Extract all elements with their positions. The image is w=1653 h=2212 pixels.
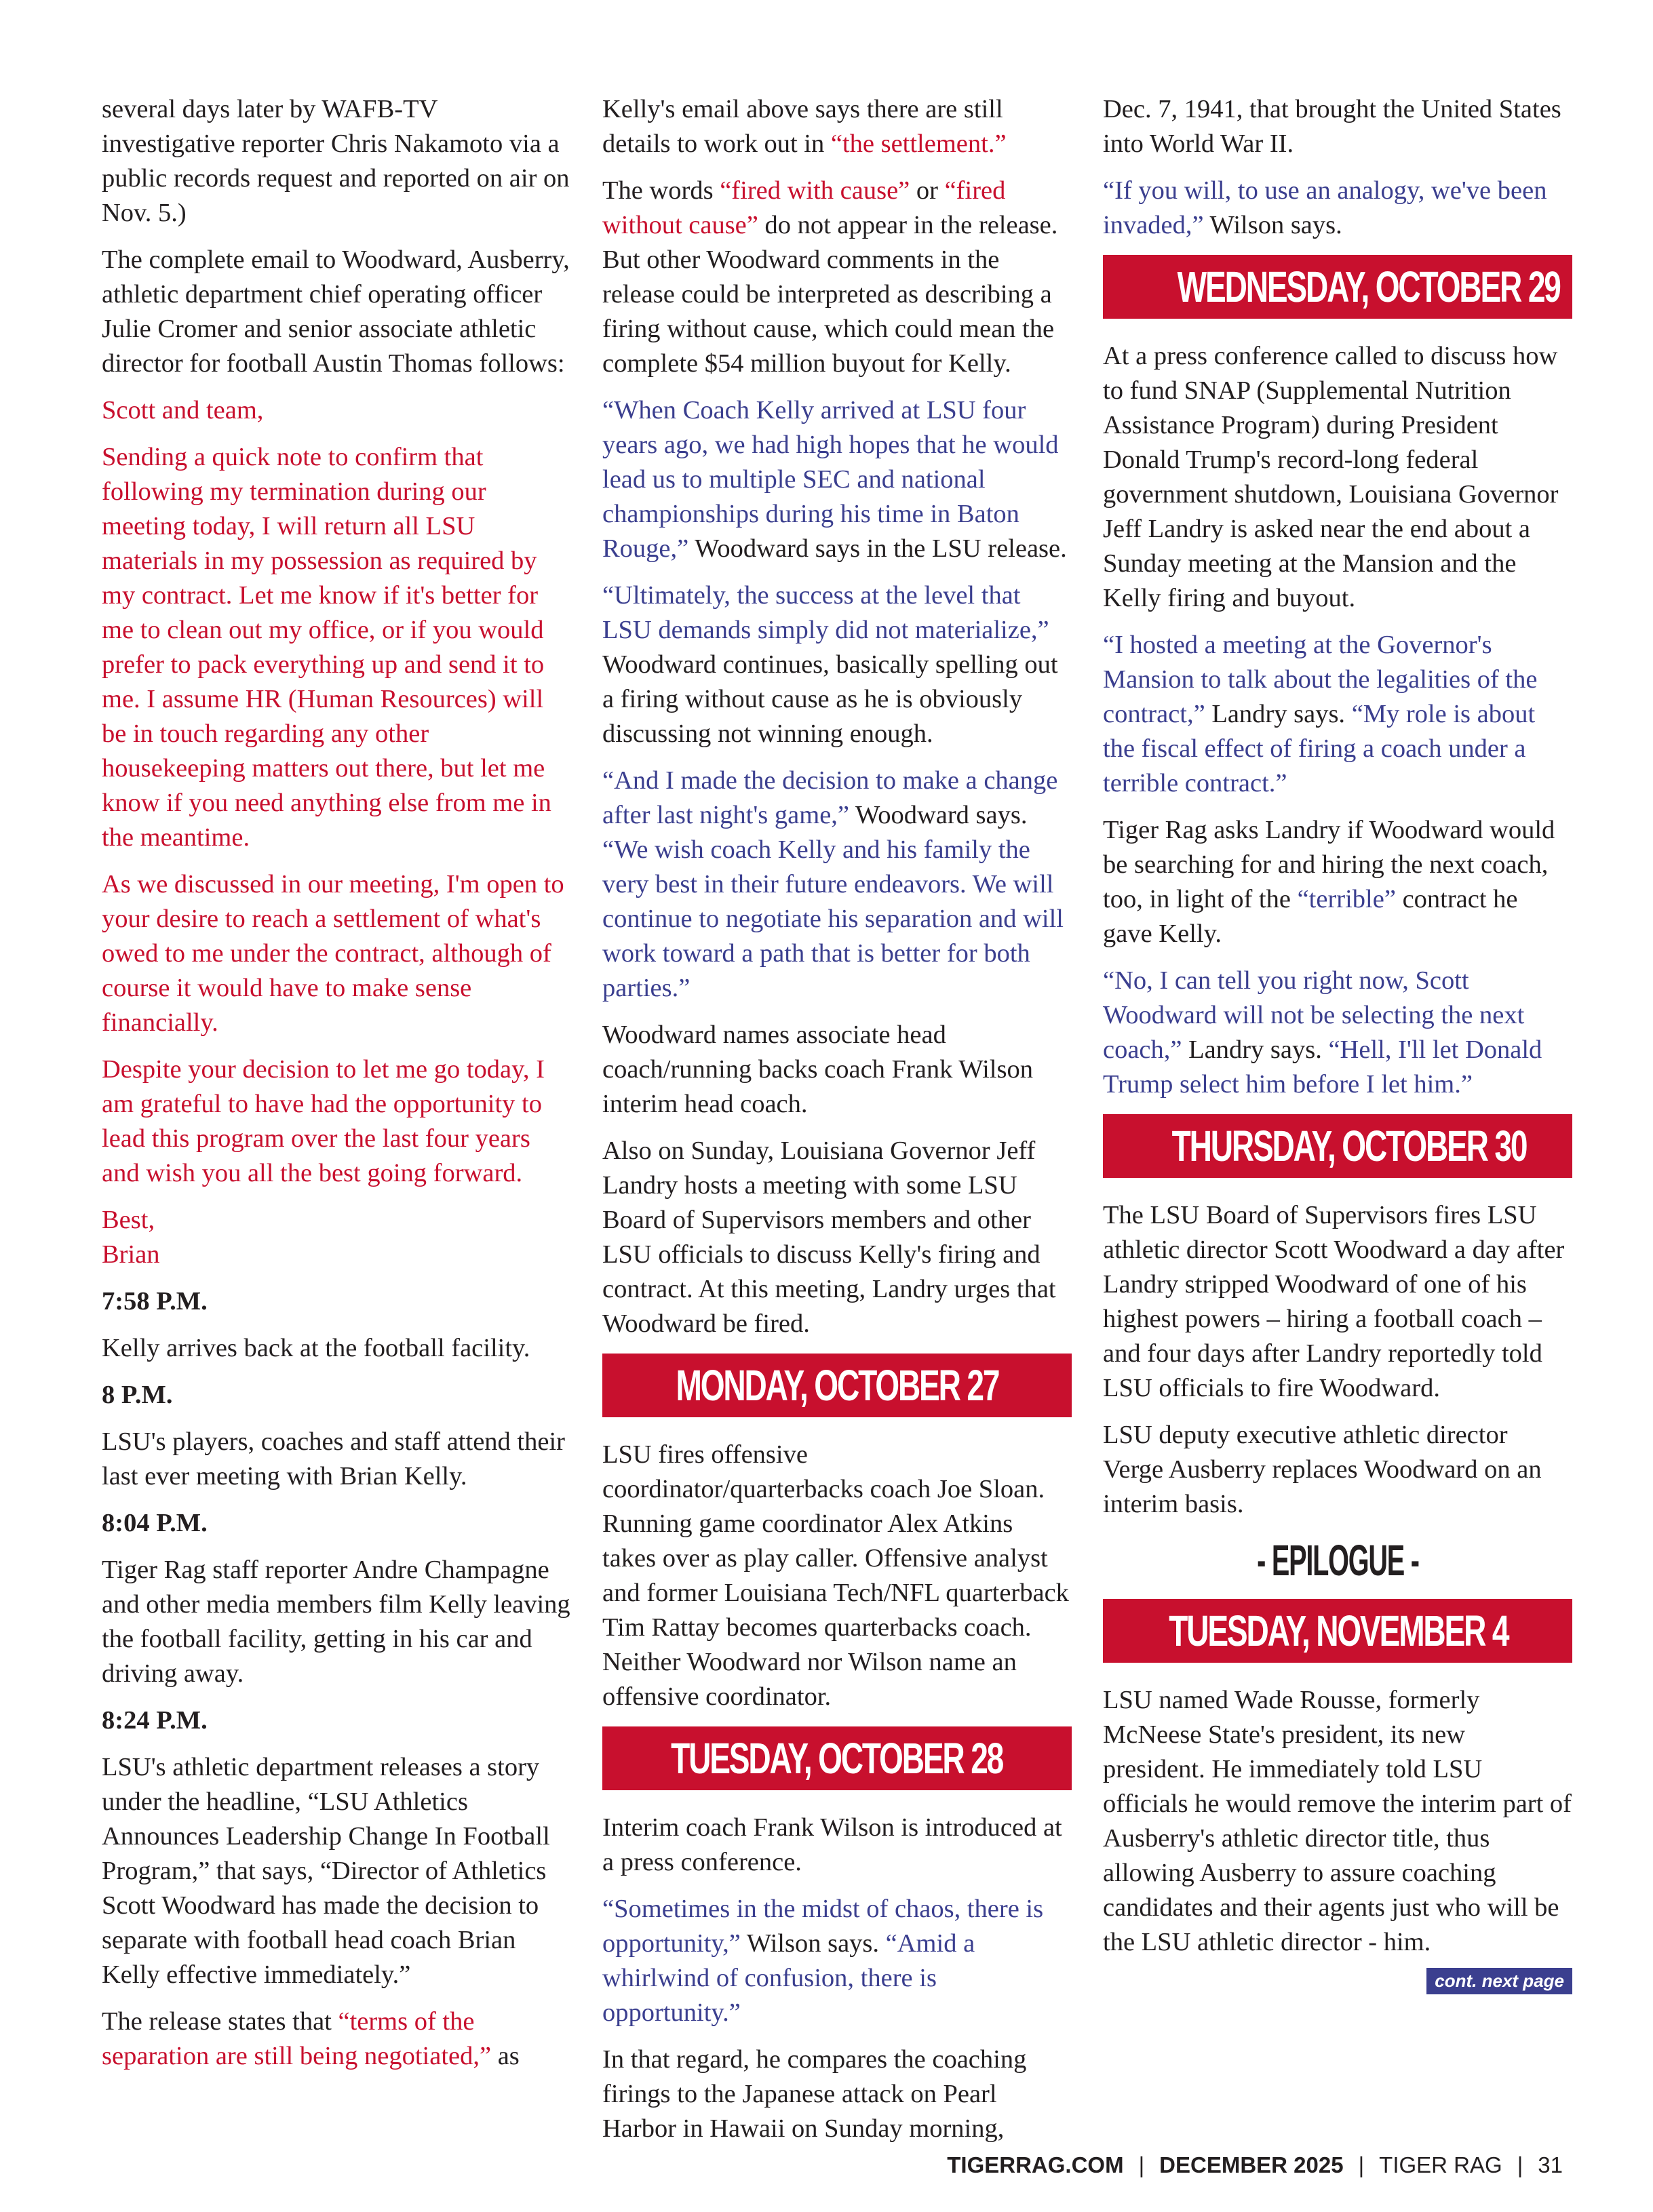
quote-run: “Sometimes in the midst of chaos, there is opportunity,” [602, 1895, 1044, 1958]
footer-divider: | [1358, 2152, 1365, 2177]
paragraph [602, 393, 1072, 566]
quote-run: “terms of the separation are still being negotiated,” [102, 2007, 492, 2070]
text-run: The words [602, 176, 720, 205]
paragraph [1103, 813, 1572, 951]
paragraph: LSU deputy executive athletic director Verge Ausberry replaces Woodward on an interim basis. [1103, 1421, 1542, 1518]
text-run: Landry says. [1182, 1035, 1329, 1064]
quote-run: “Hell, I'll let Donald Trump select him before I let him.” [1103, 1035, 1542, 1099]
paragraph: LSU named Wade Rousse, formerly McNeese State's president, its new president. He immediately told LSU officials he would remove the interim part of Ausberry's athletic director title, thus allowing Ausberry to assure coaching candidates and their agents just who will be the LSU athletic director - him. [1103, 1686, 1572, 1956]
text-run: Wilson says. [740, 1929, 886, 1958]
column-3 [1103, 92, 1572, 1994]
paragraph: At a press conference called to discuss how to fund SNAP (Supplemental Nutrition Assistance Program) during President Donald Trump's record-long federal government shutdown, Louisiana Governor Jeff Landry is asked near the end about a Sunday meeting at the Mansion and the Kelly firing and buyout. [1103, 342, 1559, 612]
text-run: Woodward continues, basically spelling out a firing without cause as he is obviously discussing not winning enough. [602, 650, 1058, 748]
epilogue-text: - EPILOGUE - [1256, 1536, 1419, 1585]
text-run: or [910, 176, 945, 205]
quote-run: “No, I can tell you right now, Scott Woodward will not be selecting the next coach,” [1103, 966, 1525, 1064]
paragraph: Interim coach Frank Wilson is introduced at a press conference. [602, 1813, 1062, 1876]
continued-badge[interactable]: cont. next page [1426, 1968, 1572, 1994]
paragraph [1103, 174, 1572, 243]
section-header-wednesday [1103, 255, 1572, 319]
section-header-text: THURSDAY, OCTOBER 30 [1171, 1122, 1527, 1170]
text-run: Landry says. [1205, 700, 1352, 728]
paragraph: Tiger Rag staff reporter Andre Champagne and other media members film Kelly leaving the football facility, getting in his car and driving away. [102, 1556, 570, 1688]
timestamp: 8:24 P.M. [102, 1706, 208, 1735]
text-run: as [491, 2042, 520, 2070]
section-header-monday [602, 1354, 1072, 1417]
paragraph: several days later by WAFB-TV investigative reporter Chris Nakamoto via a public records request and reported on air on Nov. 5.) [102, 95, 570, 227]
paragraph: Woodward names associate head coach/running backs coach Frank Wilson interim head coach. [602, 1021, 1033, 1118]
footer-site[interactable]: TIGERRAG.COM [947, 2152, 1124, 2177]
quote-run: “When Coach Kelly arrived at LSU four years ago, we had high hopes that he would lead us to multiple SEC and national championships during his time in Baton Rouge,” [602, 396, 1059, 563]
column-2 [602, 92, 1072, 2158]
quote-run: “I hosted a meeting at the Governor's Mansion to talk about the legalities of the contract,” [1103, 631, 1538, 728]
footer-publication: TIGER RAG [1379, 2152, 1502, 2177]
paragraph [1103, 964, 1572, 1102]
paragraph: LSU fires offensive coordinator/quarterbacks coach Joe Sloan. Running game coordinator Alex Atkins takes over as play caller. Offensive analyst and former Louisiana Tech/NFL quarterback Tim Rattay becomes quarterbacks coach. Neither Woodward nor Wilson name an offensive coordinator. [602, 1440, 1069, 1711]
signoff-text: Best, [102, 1206, 155, 1234]
text-run: Wilson says. [1203, 211, 1342, 239]
section-header-text: WEDNESDAY, OCTOBER 29 [1177, 262, 1560, 311]
quote-run: “fired without cause” [602, 176, 1006, 239]
text-run: The release states that [102, 2007, 338, 2036]
section-header-tuesday-nov [1103, 1599, 1572, 1663]
quote-run: “Ultimately, the success at the level that LSU demands simply did not materialize,” [602, 581, 1049, 644]
quote-run: “fired with cause” [720, 176, 910, 205]
quote-run: “And I made the decision to make a change after last night's game,” [602, 766, 1058, 829]
quote-run: “My role is about the fiscal effect of firing a coach under a terrible contract.” [1103, 700, 1536, 797]
quote-run: “Amid a whirlwind of confusion, there is opportunity.” [602, 1929, 975, 2027]
timestamp: 8:04 P.M. [102, 1509, 208, 1537]
continued-badge-wrap [1103, 1968, 1572, 1994]
signoff-name: Brian [102, 1240, 160, 1269]
email-paragraph: Sending a quick note to confirm that following my termination during our meeting today, I will return all LSU materials in my possession as required by my contract. Let me know if it's better for me to clean out my office, or if you would prefer to pack everything up and send it to me. I assume HR (Human Resources) will be in touch regarding any other housekeeping matters out there, but let me know if you need anything else from me in the meantime. [102, 443, 551, 852]
text-run: Woodward says in the LSU release. [688, 534, 1067, 563]
paragraph: Also on Sunday, Louisiana Governor Jeff Landry hosts a meeting with some LSU Board of Supervisors members and other LSU officials to discuss Kelly's firing and contract. At this meeting, Landry urges that Woodward be fired. [602, 1137, 1056, 1338]
timestamp: 8 P.M. [102, 1381, 173, 1409]
paragraph: In that regard, he compares the coaching firings to the Japanese attack on Pearl Harbor in Hawaii on Sunday morning, [602, 2045, 1027, 2143]
paragraph: LSU's athletic department releases a story under the headline, “LSU Athletics Announces Leadership Change In Football Program,” that says, “Director of Athletics Scott Woodward has made the decision to separate with football head coach Brian Kelly effective immediately.” [102, 1753, 550, 1989]
column-1 [102, 92, 571, 2086]
section-header-thursday [1103, 1114, 1572, 1178]
page-footer [947, 2152, 1563, 2178]
section-header-text: TUESDAY, NOVEMBER 4 [1169, 1606, 1509, 1655]
section-header-tuesday [602, 1726, 1072, 1790]
epilogue-heading [1103, 1535, 1572, 1585]
email-paragraph: Despite your decision to let me go today, I am grateful to have had the opportunity to lead this program over the last four years and wish you all the best going forward. [102, 1055, 545, 1187]
paragraph [1103, 628, 1572, 801]
section-header-text: TUESDAY, OCTOBER 28 [671, 1734, 1003, 1783]
text-run: Tiger Rag asks Landry if Woodward would be searching for and hiring the next coach, too, in light of the [1103, 816, 1555, 913]
footer-divider: | [1138, 2152, 1145, 2177]
footer-divider: | [1517, 2152, 1523, 2177]
paragraph: Kelly arrives back at the football facility. [102, 1334, 530, 1362]
text-run: Woodward says. [849, 801, 1028, 829]
footer-date: DECEMBER 2025 [1159, 2152, 1344, 2177]
page-number: 31 [1538, 2152, 1563, 2177]
section-header-text: MONDAY, OCTOBER 27 [676, 1361, 998, 1410]
paragraph [602, 764, 1072, 1006]
timestamp: 7:58 P.M. [102, 1287, 208, 1316]
text-run: contract he gave Kelly. [1103, 885, 1518, 948]
email-signoff [102, 1203, 571, 1272]
quote-run: “terrible” [1297, 885, 1396, 913]
paragraph: Dec. 7, 1941, that brought the United States into World War II. [1103, 95, 1561, 158]
quote-run: “the settlement.” [830, 130, 1007, 158]
paragraph [602, 174, 1072, 381]
paragraph: The LSU Board of Supervisors fires LSU athletic director Scott Woodward a day after Landry stripped Woodward of one of his highest powers – hiring a football coach – and four days after Landry reportedly told LSU officials to fire Woodward. [1103, 1201, 1565, 1402]
paragraph: LSU's players, coaches and staff attend their last ever meeting with Brian Kelly. [102, 1427, 565, 1490]
paragraph [602, 92, 1072, 161]
email-greeting: Scott and team, [102, 396, 264, 424]
paragraph [602, 578, 1072, 751]
email-paragraph: As we discussed in our meeting, I'm open to your desire to reach a settlement of what's owed to me under the contract, although of course it would have to make sense financially. [102, 870, 564, 1037]
quote-run: “We wish coach Kelly and his family the very best in their future endeavors. We will continue to negotiate his separation and will work toward a path that is better for both parties.” [602, 835, 1064, 1002]
text-run: do not appear in the release. But other Woodward comments in the release could be interpreted as describing a firing without cause, which could mean the complete $54 million buyout for Kelly. [602, 211, 1058, 378]
paragraph [602, 1892, 1072, 2030]
quote-run: “If you will, to use an analogy, we've been invaded,” [1103, 176, 1547, 239]
paragraph: The complete email to Woodward, Ausberry, athletic department chief operating officer Julie Cromer and senior associate athletic director for football Austin Thomas follows: [102, 245, 570, 378]
text-run: Kelly's email above says there are still details to work out in [602, 95, 1003, 158]
paragraph [102, 2004, 571, 2074]
